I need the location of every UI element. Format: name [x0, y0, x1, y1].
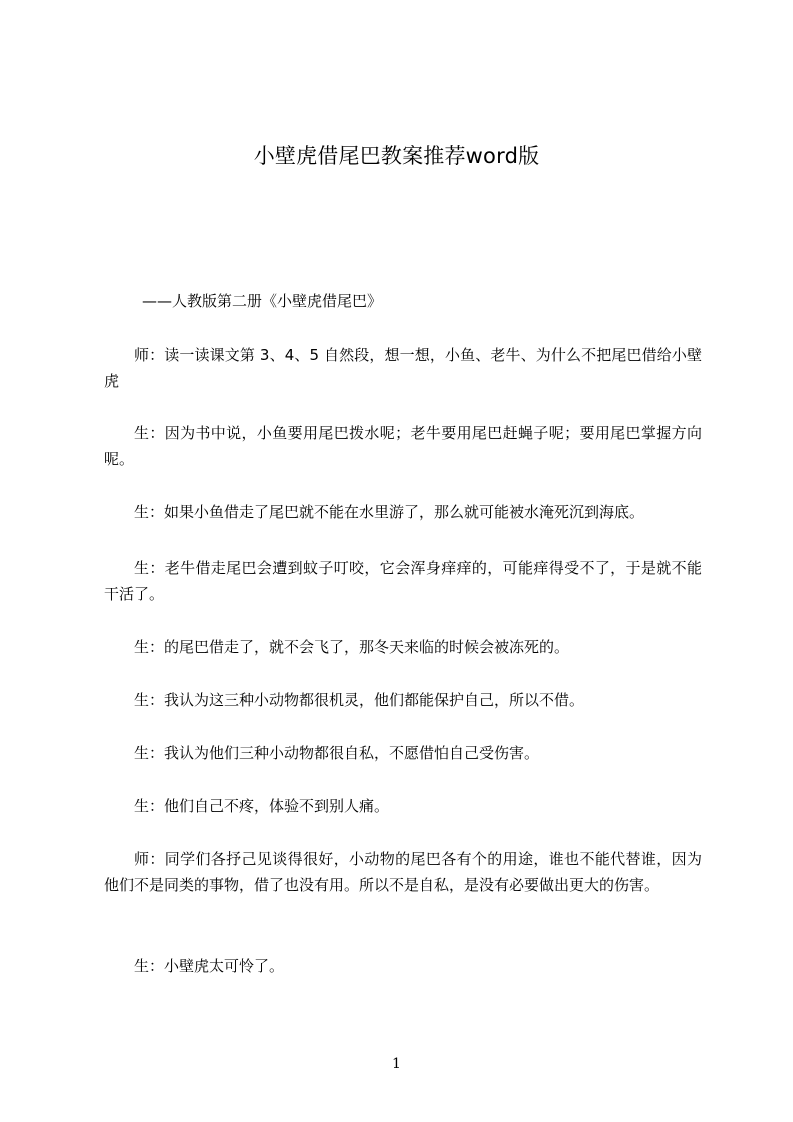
paragraph-3: 生：如果小鱼借走了尾巴就不能在水里游了，那么就可能被水淹死沉到海底。 [134, 503, 645, 521]
paragraph-10: 生：小壁虎太可怜了。 [134, 957, 285, 975]
subtitle: ——人教版第二册《小壁虎借尾巴》 [142, 292, 383, 310]
paragraph-1: 师：读一读课文第 3、4、5 自然段，想一想，小鱼、老牛、为什么不把尾巴借给小壁虎 [104, 346, 702, 390]
paragraph-2: 生：因为书中说，小鱼要用尾巴拨水呢；老牛要用尾巴赶蝇子呢；要用尾巴掌握方向呢。 [104, 424, 702, 468]
paragraph-9: 师：同学们各抒己见谈得很好，小动物的尾巴各有个的用途，谁也不能代替谁，因为他们不是同类的事物，借了也没有用。所以不是自私，是没有必要做出更大的伤害。 [104, 850, 702, 894]
paragraph-6: 生：我认为这三种小动物都很机灵，他们都能保护自己，所以不借。 [134, 691, 585, 709]
page-number: 1 [392, 1056, 401, 1072]
paragraph-5: 生：的尾巴借走了，就不会飞了，那冬天来临的时候会被冻死的。 [134, 638, 570, 656]
paragraph-4: 生：老牛借走尾巴会遭到蚊子叮咬，它会浑身痒痒的，可能痒得受不了，于是就不能干活了。 [104, 559, 702, 603]
document-title: 小壁虎借尾巴教案推荐word版 [253, 144, 540, 168]
paragraph-8: 生：他们自己不疼，体验不到别人痛。 [134, 797, 390, 815]
paragraph-7: 生：我认为他们三种小动物都很自私，不愿借怕自己受伤害。 [134, 744, 540, 762]
